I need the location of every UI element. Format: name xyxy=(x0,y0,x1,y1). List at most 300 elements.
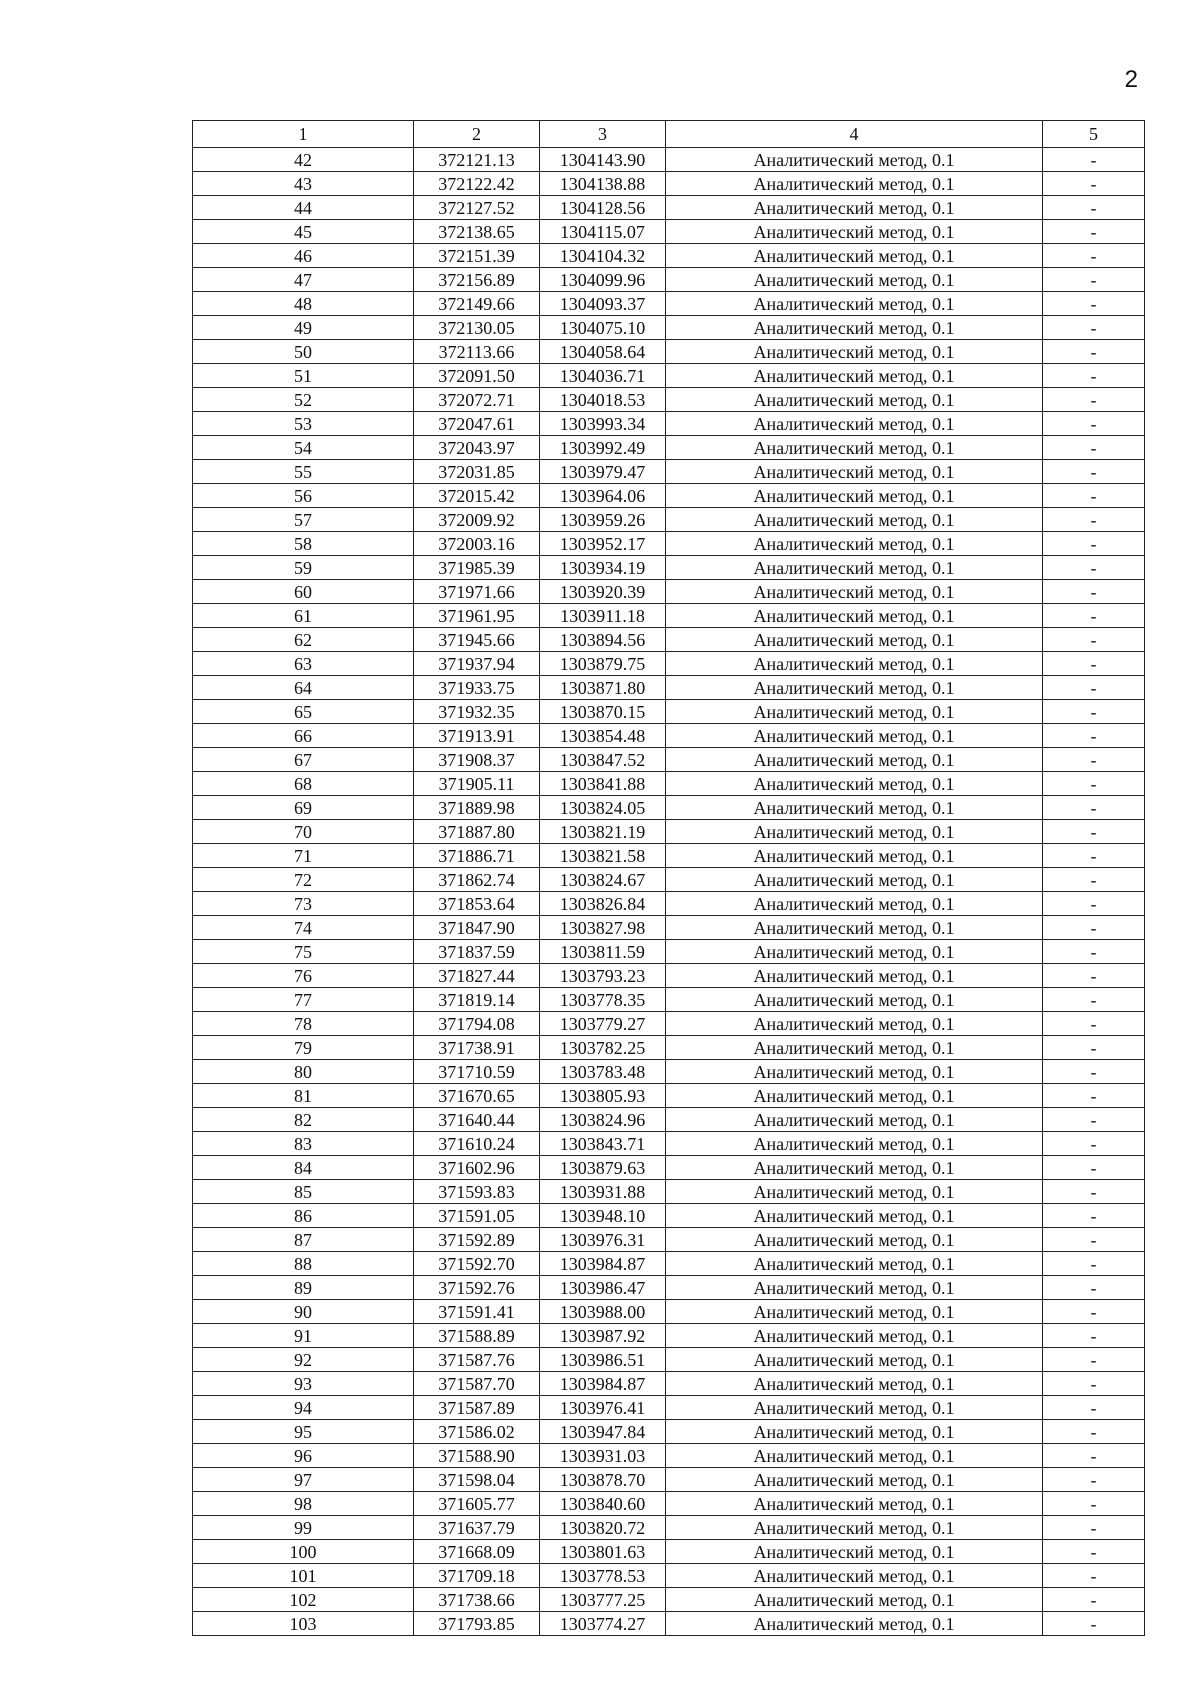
point-number-cell: 44 xyxy=(193,196,414,220)
point-number-cell: 98 xyxy=(193,1492,414,1516)
y-coordinate-cell: 1304018.53 xyxy=(540,388,666,412)
note-cell: - xyxy=(1043,1516,1145,1540)
point-number-cell: 62 xyxy=(193,628,414,652)
table-row xyxy=(193,220,1145,244)
x-coordinate-cell: 372138.65 xyxy=(414,220,540,244)
table-header-row xyxy=(193,121,1145,148)
x-coordinate-cell: 371819.14 xyxy=(414,988,540,1012)
x-coordinate-cell: 371847.90 xyxy=(414,916,540,940)
page-number: 2 xyxy=(1124,66,1138,93)
method-cell: Аналитический метод, 0.1 xyxy=(666,1036,1043,1060)
x-coordinate-cell: 371886.71 xyxy=(414,844,540,868)
method-cell: Аналитический метод, 0.1 xyxy=(666,1588,1043,1612)
point-number-cell: 78 xyxy=(193,1012,414,1036)
method-cell: Аналитический метод, 0.1 xyxy=(666,1348,1043,1372)
method-cell: Аналитический метод, 0.1 xyxy=(666,460,1043,484)
note-cell: - xyxy=(1043,1012,1145,1036)
note-cell: - xyxy=(1043,484,1145,508)
method-cell: Аналитический метод, 0.1 xyxy=(666,532,1043,556)
method-cell: Аналитический метод, 0.1 xyxy=(666,1372,1043,1396)
note-cell: - xyxy=(1043,1588,1145,1612)
y-coordinate-cell: 1304143.90 xyxy=(540,148,666,172)
y-coordinate-cell: 1303801.63 xyxy=(540,1540,666,1564)
y-coordinate-cell: 1303911.18 xyxy=(540,604,666,628)
y-coordinate-cell: 1303870.15 xyxy=(540,700,666,724)
point-number-cell: 57 xyxy=(193,508,414,532)
note-cell: - xyxy=(1043,1444,1145,1468)
y-coordinate-cell: 1303824.96 xyxy=(540,1108,666,1132)
y-coordinate-cell: 1304036.71 xyxy=(540,364,666,388)
note-cell: - xyxy=(1043,316,1145,340)
point-number-cell: 64 xyxy=(193,676,414,700)
table-row xyxy=(193,1324,1145,1348)
y-coordinate-cell: 1304093.37 xyxy=(540,292,666,316)
y-coordinate-cell: 1303931.03 xyxy=(540,1444,666,1468)
table-row xyxy=(193,1180,1145,1204)
x-coordinate-cell: 372156.89 xyxy=(414,268,540,292)
note-cell: - xyxy=(1043,172,1145,196)
method-cell: Аналитический метод, 0.1 xyxy=(666,1612,1043,1636)
x-coordinate-cell: 372122.42 xyxy=(414,172,540,196)
note-cell: - xyxy=(1043,940,1145,964)
table-row xyxy=(193,1588,1145,1612)
note-cell: - xyxy=(1043,1420,1145,1444)
y-coordinate-cell: 1303811.59 xyxy=(540,940,666,964)
table-row xyxy=(193,172,1145,196)
method-cell: Аналитический метод, 0.1 xyxy=(666,748,1043,772)
method-cell: Аналитический метод, 0.1 xyxy=(666,1396,1043,1420)
table-row xyxy=(193,964,1145,988)
method-cell: Аналитический метод, 0.1 xyxy=(666,1444,1043,1468)
y-coordinate-cell: 1303894.56 xyxy=(540,628,666,652)
table-row xyxy=(193,1060,1145,1084)
point-number-cell: 101 xyxy=(193,1564,414,1588)
method-cell: Аналитический метод, 0.1 xyxy=(666,1468,1043,1492)
x-coordinate-cell: 371640.44 xyxy=(414,1108,540,1132)
note-cell: - xyxy=(1043,1228,1145,1252)
y-coordinate-cell: 1303821.19 xyxy=(540,820,666,844)
y-coordinate-cell: 1304099.96 xyxy=(540,268,666,292)
table-row xyxy=(193,1444,1145,1468)
method-cell: Аналитический метод, 0.1 xyxy=(666,1252,1043,1276)
table-row xyxy=(193,1372,1145,1396)
y-coordinate-cell: 1303984.87 xyxy=(540,1252,666,1276)
x-coordinate-cell: 372043.97 xyxy=(414,436,540,460)
y-coordinate-cell: 1303805.93 xyxy=(540,1084,666,1108)
point-number-cell: 46 xyxy=(193,244,414,268)
table-row xyxy=(193,484,1145,508)
method-cell: Аналитический метод, 0.1 xyxy=(666,1132,1043,1156)
note-cell: - xyxy=(1043,364,1145,388)
x-coordinate-cell: 371709.18 xyxy=(414,1564,540,1588)
note-cell: - xyxy=(1043,292,1145,316)
x-coordinate-cell: 372003.16 xyxy=(414,532,540,556)
table-row xyxy=(193,556,1145,580)
table-row xyxy=(193,316,1145,340)
point-number-cell: 54 xyxy=(193,436,414,460)
table-row xyxy=(193,1012,1145,1036)
x-coordinate-cell: 371887.80 xyxy=(414,820,540,844)
point-number-cell: 66 xyxy=(193,724,414,748)
x-coordinate-cell: 372130.05 xyxy=(414,316,540,340)
y-coordinate-cell: 1304115.07 xyxy=(540,220,666,244)
method-cell: Аналитический метод, 0.1 xyxy=(666,1108,1043,1132)
method-cell: Аналитический метод, 0.1 xyxy=(666,1420,1043,1444)
point-number-cell: 97 xyxy=(193,1468,414,1492)
note-cell: - xyxy=(1043,1084,1145,1108)
method-cell: Аналитический метод, 0.1 xyxy=(666,172,1043,196)
point-number-cell: 86 xyxy=(193,1204,414,1228)
table-row xyxy=(193,604,1145,628)
x-coordinate-cell: 372009.92 xyxy=(414,508,540,532)
table-row xyxy=(193,940,1145,964)
point-number-cell: 63 xyxy=(193,652,414,676)
table-row xyxy=(193,1252,1145,1276)
note-cell: - xyxy=(1043,604,1145,628)
note-cell: - xyxy=(1043,676,1145,700)
point-number-cell: 52 xyxy=(193,388,414,412)
point-number-cell: 74 xyxy=(193,916,414,940)
note-cell: - xyxy=(1043,1540,1145,1564)
x-coordinate-cell: 371961.95 xyxy=(414,604,540,628)
method-cell: Аналитический метод, 0.1 xyxy=(666,148,1043,172)
table-row xyxy=(193,268,1145,292)
y-coordinate-cell: 1303778.35 xyxy=(540,988,666,1012)
point-number-cell: 77 xyxy=(193,988,414,1012)
note-cell: - xyxy=(1043,1492,1145,1516)
column-header: 1 xyxy=(193,121,414,148)
y-coordinate-cell: 1303854.48 xyxy=(540,724,666,748)
x-coordinate-cell: 372149.66 xyxy=(414,292,540,316)
note-cell: - xyxy=(1043,532,1145,556)
point-number-cell: 99 xyxy=(193,1516,414,1540)
method-cell: Аналитический метод, 0.1 xyxy=(666,1060,1043,1084)
table-row xyxy=(193,1036,1145,1060)
table-row xyxy=(193,748,1145,772)
note-cell: - xyxy=(1043,628,1145,652)
y-coordinate-cell: 1303871.80 xyxy=(540,676,666,700)
point-number-cell: 69 xyxy=(193,796,414,820)
y-coordinate-cell: 1303879.63 xyxy=(540,1156,666,1180)
x-coordinate-cell: 371591.05 xyxy=(414,1204,540,1228)
method-cell: Аналитический метод, 0.1 xyxy=(666,796,1043,820)
y-coordinate-cell: 1303774.27 xyxy=(540,1612,666,1636)
x-coordinate-cell: 371592.89 xyxy=(414,1228,540,1252)
table-row xyxy=(193,988,1145,1012)
note-cell: - xyxy=(1043,580,1145,604)
x-coordinate-cell: 371588.89 xyxy=(414,1324,540,1348)
table-row xyxy=(193,916,1145,940)
table-row xyxy=(193,1396,1145,1420)
x-coordinate-cell: 372121.13 xyxy=(414,148,540,172)
point-number-cell: 83 xyxy=(193,1132,414,1156)
x-coordinate-cell: 372113.66 xyxy=(414,340,540,364)
table-row xyxy=(193,508,1145,532)
y-coordinate-cell: 1303778.53 xyxy=(540,1564,666,1588)
method-cell: Аналитический метод, 0.1 xyxy=(666,1300,1043,1324)
method-cell: Аналитический метод, 0.1 xyxy=(666,1228,1043,1252)
y-coordinate-cell: 1304104.32 xyxy=(540,244,666,268)
method-cell: Аналитический метод, 0.1 xyxy=(666,340,1043,364)
x-coordinate-cell: 372091.50 xyxy=(414,364,540,388)
x-coordinate-cell: 371587.76 xyxy=(414,1348,540,1372)
y-coordinate-cell: 1303976.41 xyxy=(540,1396,666,1420)
method-cell: Аналитический метод, 0.1 xyxy=(666,1516,1043,1540)
method-cell: Аналитический метод, 0.1 xyxy=(666,988,1043,1012)
point-number-cell: 94 xyxy=(193,1396,414,1420)
note-cell: - xyxy=(1043,1300,1145,1324)
y-coordinate-cell: 1303782.25 xyxy=(540,1036,666,1060)
y-coordinate-cell: 1303821.58 xyxy=(540,844,666,868)
y-coordinate-cell: 1303948.10 xyxy=(540,1204,666,1228)
method-cell: Аналитический метод, 0.1 xyxy=(666,412,1043,436)
table-row xyxy=(193,1516,1145,1540)
note-cell: - xyxy=(1043,244,1145,268)
table-row xyxy=(193,1132,1145,1156)
y-coordinate-cell: 1303976.31 xyxy=(540,1228,666,1252)
x-coordinate-cell: 371586.02 xyxy=(414,1420,540,1444)
point-number-cell: 50 xyxy=(193,340,414,364)
point-number-cell: 87 xyxy=(193,1228,414,1252)
method-cell: Аналитический метод, 0.1 xyxy=(666,700,1043,724)
x-coordinate-cell: 371837.59 xyxy=(414,940,540,964)
y-coordinate-cell: 1303820.72 xyxy=(540,1516,666,1540)
table-row xyxy=(193,196,1145,220)
point-number-cell: 68 xyxy=(193,772,414,796)
point-number-cell: 85 xyxy=(193,1180,414,1204)
point-number-cell: 71 xyxy=(193,844,414,868)
note-cell: - xyxy=(1043,700,1145,724)
x-coordinate-cell: 371710.59 xyxy=(414,1060,540,1084)
table-row xyxy=(193,1084,1145,1108)
y-coordinate-cell: 1303986.51 xyxy=(540,1348,666,1372)
table-row xyxy=(193,1204,1145,1228)
y-coordinate-cell: 1303993.34 xyxy=(540,412,666,436)
y-coordinate-cell: 1303952.17 xyxy=(540,532,666,556)
point-number-cell: 65 xyxy=(193,700,414,724)
point-number-cell: 102 xyxy=(193,1588,414,1612)
note-cell: - xyxy=(1043,268,1145,292)
y-coordinate-cell: 1303992.49 xyxy=(540,436,666,460)
method-cell: Аналитический метод, 0.1 xyxy=(666,652,1043,676)
y-coordinate-cell: 1303824.67 xyxy=(540,868,666,892)
x-coordinate-cell: 371937.94 xyxy=(414,652,540,676)
table-row xyxy=(193,772,1145,796)
x-coordinate-cell: 371971.66 xyxy=(414,580,540,604)
x-coordinate-cell: 371588.90 xyxy=(414,1444,540,1468)
note-cell: - xyxy=(1043,988,1145,1012)
method-cell: Аналитический метод, 0.1 xyxy=(666,772,1043,796)
x-coordinate-cell: 371593.83 xyxy=(414,1180,540,1204)
method-cell: Аналитический метод, 0.1 xyxy=(666,724,1043,748)
point-number-cell: 103 xyxy=(193,1612,414,1636)
table-row xyxy=(193,580,1145,604)
note-cell: - xyxy=(1043,844,1145,868)
y-coordinate-cell: 1303988.00 xyxy=(540,1300,666,1324)
point-number-cell: 55 xyxy=(193,460,414,484)
x-coordinate-cell: 371602.96 xyxy=(414,1156,540,1180)
column-header: 3 xyxy=(540,121,666,148)
x-coordinate-cell: 371670.65 xyxy=(414,1084,540,1108)
point-number-cell: 92 xyxy=(193,1348,414,1372)
y-coordinate-cell: 1303879.75 xyxy=(540,652,666,676)
x-coordinate-cell: 371592.70 xyxy=(414,1252,540,1276)
table-row xyxy=(193,868,1145,892)
point-number-cell: 95 xyxy=(193,1420,414,1444)
method-cell: Аналитический метод, 0.1 xyxy=(666,868,1043,892)
x-coordinate-cell: 371738.91 xyxy=(414,1036,540,1060)
x-coordinate-cell: 371853.64 xyxy=(414,892,540,916)
x-coordinate-cell: 371908.37 xyxy=(414,748,540,772)
point-number-cell: 48 xyxy=(193,292,414,316)
method-cell: Аналитический метод, 0.1 xyxy=(666,436,1043,460)
method-cell: Аналитический метод, 0.1 xyxy=(666,892,1043,916)
note-cell: - xyxy=(1043,1252,1145,1276)
point-number-cell: 93 xyxy=(193,1372,414,1396)
y-coordinate-cell: 1303783.48 xyxy=(540,1060,666,1084)
x-coordinate-cell: 371738.66 xyxy=(414,1588,540,1612)
x-coordinate-cell: 371889.98 xyxy=(414,796,540,820)
note-cell: - xyxy=(1043,340,1145,364)
note-cell: - xyxy=(1043,1156,1145,1180)
y-coordinate-cell: 1303777.25 xyxy=(540,1588,666,1612)
y-coordinate-cell: 1303979.47 xyxy=(540,460,666,484)
table-row xyxy=(193,1156,1145,1180)
note-cell: - xyxy=(1043,1324,1145,1348)
table-row xyxy=(193,652,1145,676)
column-header: 2 xyxy=(414,121,540,148)
point-number-cell: 89 xyxy=(193,1276,414,1300)
x-coordinate-cell: 371913.91 xyxy=(414,724,540,748)
table-row xyxy=(193,364,1145,388)
note-cell: - xyxy=(1043,412,1145,436)
x-coordinate-cell: 371862.74 xyxy=(414,868,540,892)
method-cell: Аналитический метод, 0.1 xyxy=(666,1084,1043,1108)
x-coordinate-cell: 371933.75 xyxy=(414,676,540,700)
y-coordinate-cell: 1303984.87 xyxy=(540,1372,666,1396)
point-number-cell: 84 xyxy=(193,1156,414,1180)
y-coordinate-cell: 1303827.98 xyxy=(540,916,666,940)
point-number-cell: 60 xyxy=(193,580,414,604)
table-row xyxy=(193,1564,1145,1588)
table-row xyxy=(193,244,1145,268)
note-cell: - xyxy=(1043,1036,1145,1060)
note-cell: - xyxy=(1043,1348,1145,1372)
x-coordinate-cell: 371932.35 xyxy=(414,700,540,724)
table-body xyxy=(193,148,1145,1636)
x-coordinate-cell: 372151.39 xyxy=(414,244,540,268)
note-cell: - xyxy=(1043,1276,1145,1300)
table-row xyxy=(193,700,1145,724)
point-number-cell: 81 xyxy=(193,1084,414,1108)
table-row xyxy=(193,148,1145,172)
column-header: 4 xyxy=(666,121,1043,148)
point-number-cell: 82 xyxy=(193,1108,414,1132)
point-number-cell: 70 xyxy=(193,820,414,844)
method-cell: Аналитический метод, 0.1 xyxy=(666,1012,1043,1036)
y-coordinate-cell: 1304058.64 xyxy=(540,340,666,364)
note-cell: - xyxy=(1043,892,1145,916)
method-cell: Аналитический метод, 0.1 xyxy=(666,1276,1043,1300)
note-cell: - xyxy=(1043,820,1145,844)
method-cell: Аналитический метод, 0.1 xyxy=(666,556,1043,580)
note-cell: - xyxy=(1043,1612,1145,1636)
table-row xyxy=(193,1468,1145,1492)
method-cell: Аналитический метод, 0.1 xyxy=(666,1324,1043,1348)
method-cell: Аналитический метод, 0.1 xyxy=(666,196,1043,220)
x-coordinate-cell: 371610.24 xyxy=(414,1132,540,1156)
point-number-cell: 58 xyxy=(193,532,414,556)
table-row xyxy=(193,1228,1145,1252)
note-cell: - xyxy=(1043,964,1145,988)
x-coordinate-cell: 372015.42 xyxy=(414,484,540,508)
method-cell: Аналитический метод, 0.1 xyxy=(666,1540,1043,1564)
point-number-cell: 80 xyxy=(193,1060,414,1084)
method-cell: Аналитический метод, 0.1 xyxy=(666,1204,1043,1228)
x-coordinate-cell: 371793.85 xyxy=(414,1612,540,1636)
y-coordinate-cell: 1304128.56 xyxy=(540,196,666,220)
note-cell: - xyxy=(1043,868,1145,892)
note-cell: - xyxy=(1043,436,1145,460)
method-cell: Аналитический метод, 0.1 xyxy=(666,364,1043,388)
point-number-cell: 76 xyxy=(193,964,414,988)
method-cell: Аналитический метод, 0.1 xyxy=(666,268,1043,292)
note-cell: - xyxy=(1043,748,1145,772)
table-row xyxy=(193,532,1145,556)
method-cell: Аналитический метод, 0.1 xyxy=(666,676,1043,700)
table-row xyxy=(193,1420,1145,1444)
point-number-cell: 90 xyxy=(193,1300,414,1324)
note-cell: - xyxy=(1043,508,1145,532)
method-cell: Аналитический метод, 0.1 xyxy=(666,292,1043,316)
note-cell: - xyxy=(1043,196,1145,220)
method-cell: Аналитический метод, 0.1 xyxy=(666,244,1043,268)
table-row xyxy=(193,1276,1145,1300)
x-coordinate-cell: 372031.85 xyxy=(414,460,540,484)
point-number-cell: 100 xyxy=(193,1540,414,1564)
table-row xyxy=(193,460,1145,484)
note-cell: - xyxy=(1043,652,1145,676)
method-cell: Аналитический метод, 0.1 xyxy=(666,820,1043,844)
note-cell: - xyxy=(1043,1468,1145,1492)
x-coordinate-cell: 371668.09 xyxy=(414,1540,540,1564)
note-cell: - xyxy=(1043,556,1145,580)
note-cell: - xyxy=(1043,220,1145,244)
table-row xyxy=(193,340,1145,364)
y-coordinate-cell: 1303843.71 xyxy=(540,1132,666,1156)
table-row xyxy=(193,628,1145,652)
x-coordinate-cell: 371605.77 xyxy=(414,1492,540,1516)
point-number-cell: 47 xyxy=(193,268,414,292)
table-row xyxy=(193,1612,1145,1636)
method-cell: Аналитический метод, 0.1 xyxy=(666,1156,1043,1180)
y-coordinate-cell: 1304138.88 xyxy=(540,172,666,196)
note-cell: - xyxy=(1043,1564,1145,1588)
table-row xyxy=(193,892,1145,916)
point-number-cell: 45 xyxy=(193,220,414,244)
method-cell: Аналитический метод, 0.1 xyxy=(666,1180,1043,1204)
table-row xyxy=(193,844,1145,868)
y-coordinate-cell: 1303986.47 xyxy=(540,1276,666,1300)
note-cell: - xyxy=(1043,148,1145,172)
y-coordinate-cell: 1303920.39 xyxy=(540,580,666,604)
y-coordinate-cell: 1303840.60 xyxy=(540,1492,666,1516)
point-number-cell: 53 xyxy=(193,412,414,436)
method-cell: Аналитический метод, 0.1 xyxy=(666,1492,1043,1516)
point-number-cell: 67 xyxy=(193,748,414,772)
method-cell: Аналитический метод, 0.1 xyxy=(666,1564,1043,1588)
note-cell: - xyxy=(1043,1204,1145,1228)
